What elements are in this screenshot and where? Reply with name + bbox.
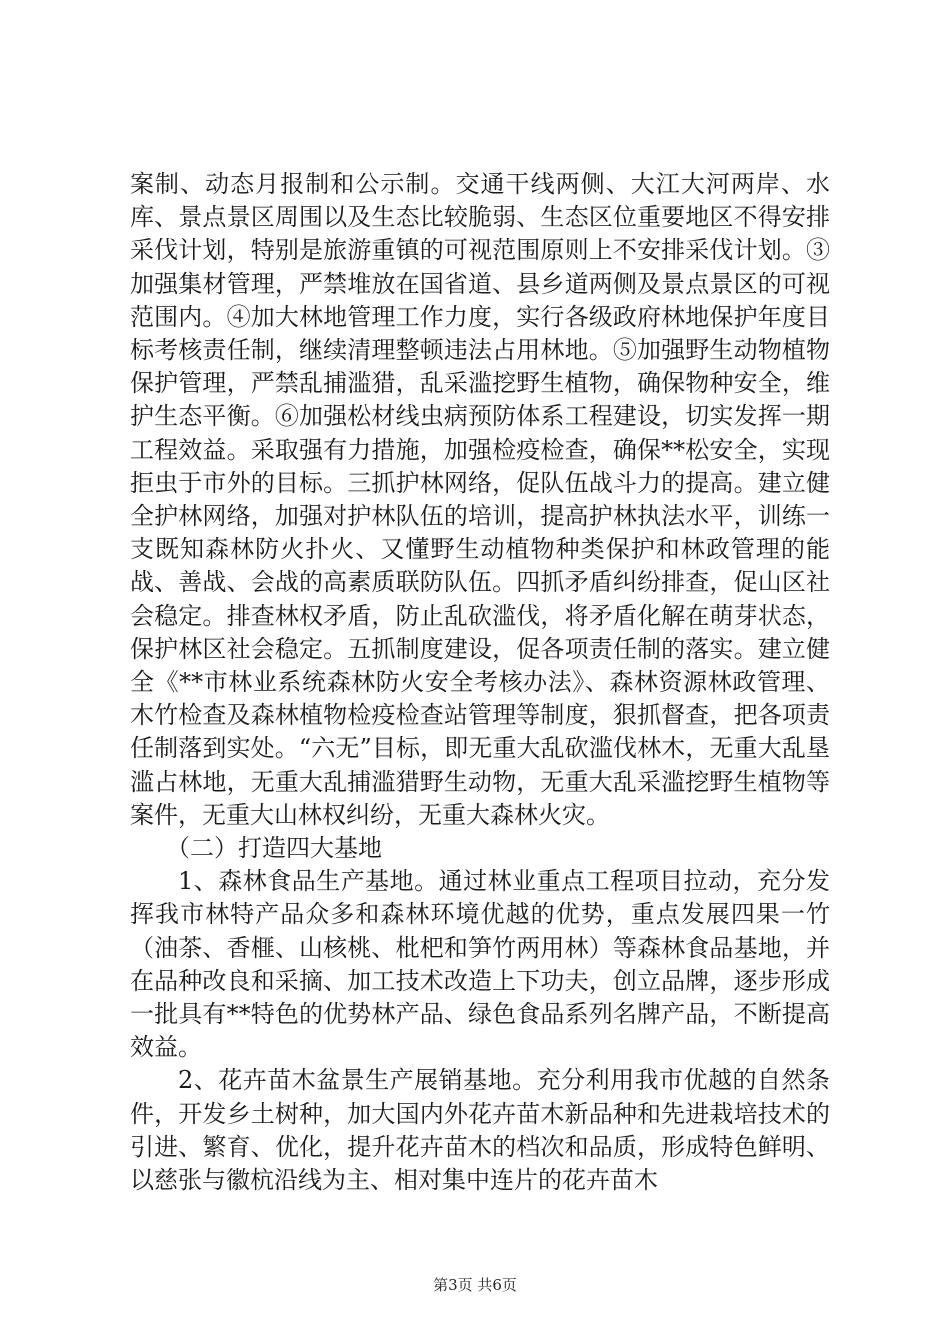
page-number-footer: 第3页 共6页	[433, 1276, 517, 1294]
body-paragraph: 1、森林食品生产基地。通过林业重点工程项目拉动，充分发挥我市林特产品众多和森林环境优越的优势，重点发展四果一竹（油茶、香榧、山核桃、枇杷和笋竹两用林）等森林食品基地，并在品种改良和采摘、加工技术改造上下功夫，创立品牌，逐步形成一批具有**特色的优势林产品、绿色食品系列名牌产品，不断提高效益。	[130, 867, 830, 1062]
body-paragraph: 案制、动态月报制和公示制。交通干线两侧、大江大河两岸、水库、景点景区周围以及生态比较脆弱、生态区位重要地区不得安排采伐计划，特别是旅游重镇的可视范围原则上不安排采伐计划。③加强集材管理，严禁堆放在国省道、县乡道两侧及景点景区的可视范围内。④加大林地管理工作力度，实行各级政府林地保护年度目标考核责任制，继续清理整顿违法占用林地。⑤加强野生动物植物保护管理，严禁乱捕滥猎，乱采滥挖野生植物，确保物种安全，维护生态平衡。⑥加强松材线虫病预防体系工程建设，切实发挥一期工程效益。采取强有力措施，加强检疫检查，确保**松安全，实现拒虫于市外的目标。三抓护林网络，促队伍战斗力的提高。建立健全护林网络，加强对护林队伍的培训，提高护林执法水平，训练一支既知森林防火扑火、又懂野生动植物种类保护和林政管理的能战、善战、会战的高素质联防队伍。四抓矛盾纠纷排查，促山区社会稳定。排查林权矛盾，防止乱砍滥伐，将矛盾化解在萌芽状态，保护林区社会稳定。五抓制度建设，促各项责任制的落实。建立健全《**市林业系统森林防火安全考核办法》、森林资源林政管理、木竹检查及森林植物检疫检查站管理等制度，狠抓督查，把各项责任制落到实处。“六无”目标，即无重大乱砍滥伐林木，无重大乱垦滥占林地，无重大乱捕滥猎野生动物，无重大乱采滥挖野生植物等案件，无重大山林权纠纷，无重大森林火灾。	[130, 170, 830, 829]
body-paragraph: 2、花卉苗木盆景生产展销基地。充分利用我市优越的自然条件，开发乡土树种，加大国内外花卉苗木新品种和先进栽培技术的引进、繁育、优化，提升花卉苗木的档次和品质，形成特色鲜明、以慈张与徽杭沿线为主、相对集中连片的花卉苗木	[130, 1066, 830, 1195]
section-heading: （二）打造四大基地	[166, 834, 382, 863]
document-body	[130, 168, 830, 1197]
